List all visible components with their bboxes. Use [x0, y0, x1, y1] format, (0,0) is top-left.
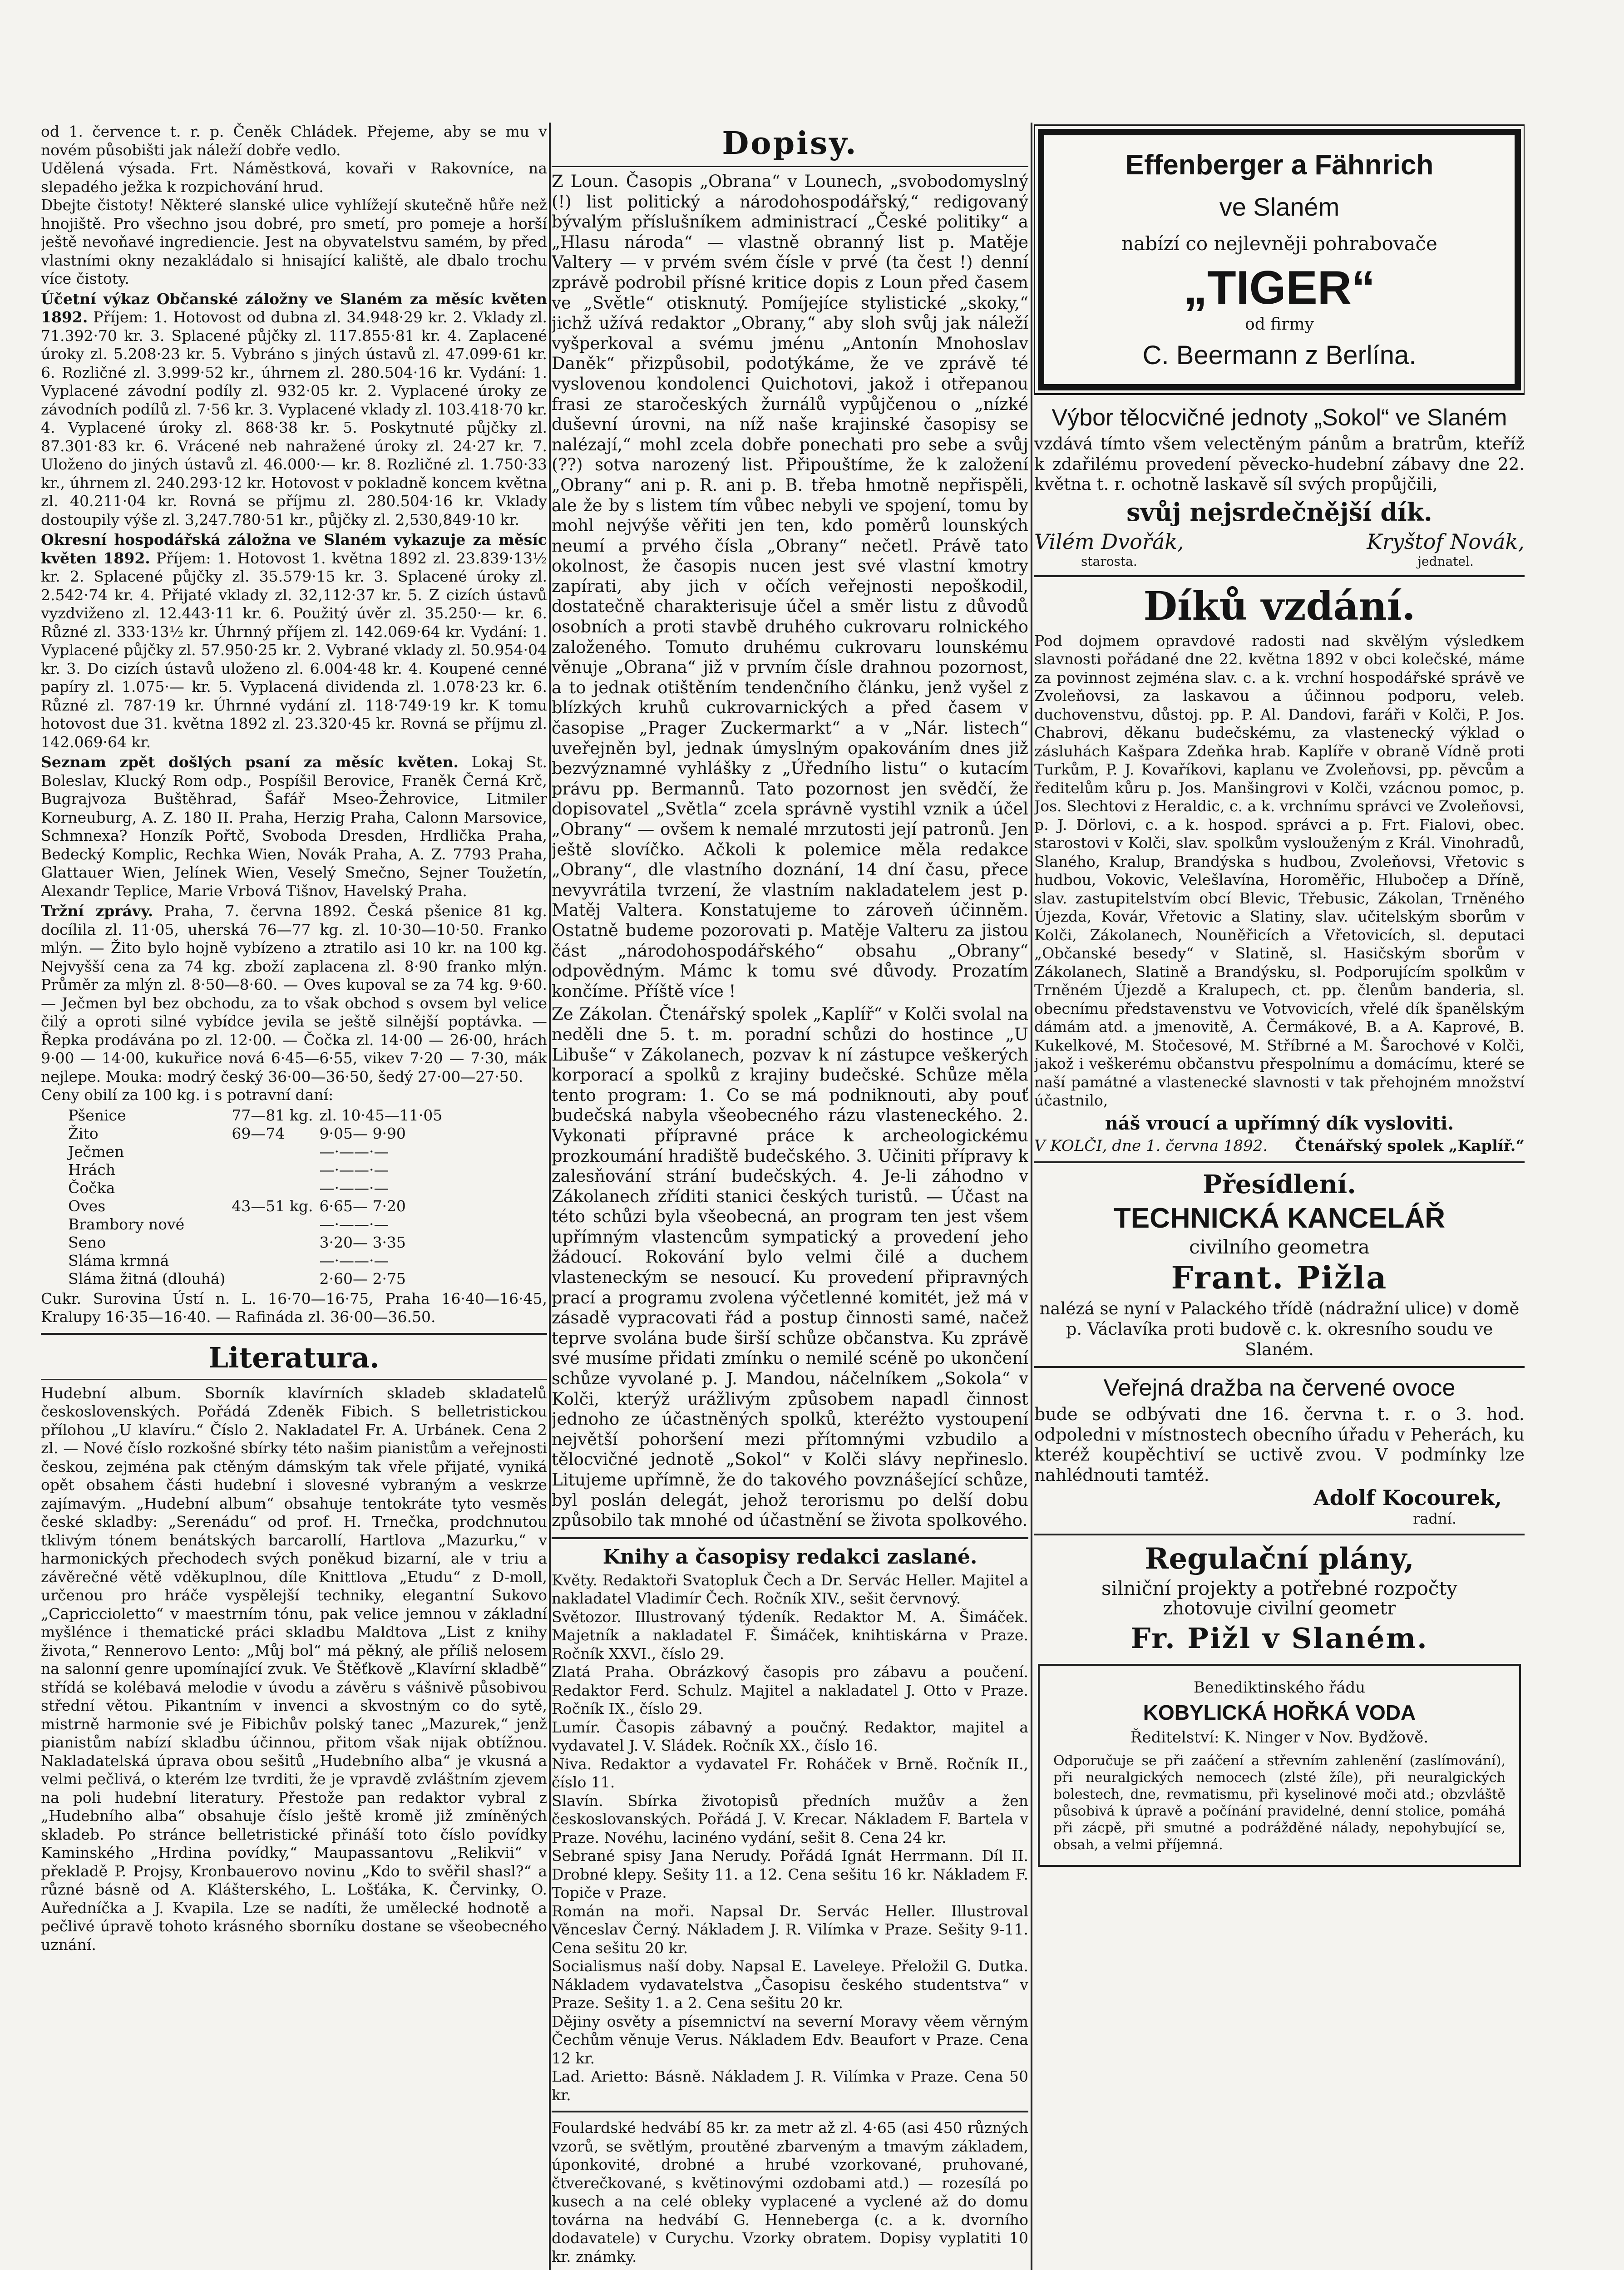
price-price: —·——·— [319, 1215, 389, 1233]
price-name: Sláma žitná (dlouhá) [68, 1269, 226, 1288]
price-price: —·——·— [319, 1251, 389, 1269]
price-price: —·——·— [319, 1179, 389, 1197]
price-range: 43—51 kg. [232, 1197, 313, 1215]
price-name: Brambory nové [68, 1215, 185, 1233]
prices-header: Ceny obilí za 100 kg. i s potravní daní: [41, 1086, 334, 1104]
letter-zakolany: Ze Zákolan. Čtenářský spolek „Kaplíř“ v Kolči svolal na neděli dne 5. t. m. poradní schůzi do hostince „U Libuše“ v Zákolanech, pozvav k ní zástupce veškerých korporací a spolků z krajiny budečské. Schůze měla tento program: 1. Co se má podniknouti, aby pouť budečská nabyla všeobecného rázu vlasteneckého. 2. Vykonati přípravné práce k archeologickému prozkoumání hradiště budečského. 3. Učiniti přípravy k zalesňování strání budečských. 4. Je-li záhodno v Zákolanech zříditi stanici českých turistů. — Účast na této schůzi byla všeobecná, an program ten jest všem upřímným vlastencům sympatický a provedení jeho žádoucí. Rokování bylo velmi čilé a duchem vlasteneckým se nesoucí. Ku provedení připravných prací a programu zvolena výčetlenné komitét, jež má v zásadě vypracovati řád a postup činnosti samé, načež teprve svolána bude širší schůze občanstva. Ku zprávě své musíme přidati zmínku o nemilé scéně po ukončení schůze vyvolané p. J. Mandou, náčelníkem „Sokola“ v Kolči, kterýž urážlivým způsobem napadl činnost jednoho ze účastněných spolků, kteréžto vystoupení největší pohoršení mezi přítomnými vzbudilo a tělocvičné jednotě „Sokol“ v Kolči slávy nepřineslo. Litujeme upřímně, že do takového povznášející schůze, byl poslán delegát, jehož terorismu po delší dobu způsobilo tak mnohé od účastnění se života spolkového. [552, 1004, 1028, 1530]
divider [41, 1333, 547, 1335]
divider [1034, 1161, 1525, 1163]
kancelar-person: Frant. Pižla [1171, 1260, 1388, 1297]
plany-text1: silniční projekty a potřebné rozpočty [1101, 1577, 1458, 1599]
hospodarska-body: Příjem: 1. Hotovost 1. května 1892 zl. 23.839·13½ kr. 2. Splacené půjčky zl. 35.579·15 kr. 3. Splacené úroky zl. 2.542·74 kr. 4. Přijaté vklady zl. 32,112·37 kr. 5. Z cizích ústavů vyzdviženo zl. 12.443·11 kr. 6. Použitý úvěr zl. 35.250·— kr. 6. Různé zl. 333·13½ kr. Úhrnný příjem zl. 142.069·64 kr. Vydání: 1. Vyplacené půjčky zl. 57.950·25 kr. 2. Vybrané vklady zl. 50.954·04 kr. 3. Do cizích ústavů uloženo zl. 6.004·48 kr. 4. Koupené cenné papíry zl. 1.075·— kr. 5. Vyplacená dividenda zl. 1.078·23 kr. 6. Různé zl. 787·19 kr. Úhrnné vydání zl. 118·749·19 kr. K tomu hotovost due 31. května 1892 zl. 23.320·45 kr. Rovná se příjmu zl. 142.069·64 kr. [41, 549, 547, 751]
divider [552, 166, 1028, 167]
tiger-name: „TIGER“ [1184, 262, 1375, 314]
price-range [232, 1270, 319, 1288]
column-rule-1 [549, 123, 551, 2270]
tiger-offer: nabízí co nejlevněji pohrabovače [1121, 232, 1437, 255]
diku-signer: Čtenářský spolek „Kaplíř.“ [1295, 1136, 1525, 1155]
voda-ad [1038, 1664, 1521, 1867]
voda-pre: Benediktinského řádu [1193, 1678, 1366, 1697]
price-price: zl. 10·45—11·05 [319, 1106, 443, 1124]
column-advertisements [1034, 123, 1525, 2270]
price-name: Sláma krmná [68, 1251, 169, 1269]
price-range [232, 1234, 319, 1252]
divider [552, 1537, 1028, 1539]
price-name: Pšenice [68, 1106, 126, 1124]
plany-title: Regulační plány, [1145, 1541, 1414, 1576]
price-range: 69—74 [232, 1124, 285, 1142]
drazba-text: bude se odbývati dne 16. června t. r. o 3. hod. odpoledni v místnostech obecního úřadu v Peherách, ku kteréž koupěchtiví se uctivě zvou. V podmínky lze nahlédnouti tamtéž. [1034, 1404, 1525, 1485]
price-name: Seno [68, 1233, 106, 1251]
sign1-role: starosta. [1081, 553, 1137, 569]
cukr-prices: Cukr. Surovina Ústí n. L. 16·70—16·75, Praha 16·40—16·45, Kralupy 16·35—16·40. — Rafináda zl. 36·00—36.50. [41, 1289, 547, 1326]
price-price: 6·65— 7·20 [319, 1197, 406, 1215]
literatura-body: Hudební album. Sborník klavírních skladeb skladatelů československých. Pořádá Zdeněk Fibich. S belletristickou přílohou „U klavíru.“ Číslo 2. Nakladatel Fr. A. Urbánek. Cena 2 zl. — Nové číslo rozkošné sbírky této našim pianistům a veřejnosti českou, zejména pak ctěným dámským tak vřele přijaté, vyniká opět obsahem části hudební i slovesné vybraným a veskrze zajímavým. „Hudební album“ obsahuje tentokráte tyto vesměs české skladby: „Serenádu“ od prof. H. Trnečka, prodchnutou tklivým tónem benátských barcarollí, Hartlova „Mazurku,“ v harmonických přechodech svých poněkud bizarní, ale v triu a závěrečné větě vděkuplnou, díle Knittlova „Etudu“ z D-moll, určenou pro hráče vyspělejší techniky, elegantní Sukovo „Capriccioletto“ v maestrním tónu, pak velice jemnou v základní myšlénce i thematické práci skladbu Maldtova „List z knihy života,“ Rennerovo Lento: „Můj bol“ má pěkný, ale příliš nelosem na salonní genre upomínající zvuk. Ve Štěťkově „Klavírní skladbě“ střídá se kolébavá melodie v úvodu a závěru s vášnivě působivou střední větou. Pikantním v invenci a skvostným co do sytě, mistrně harmonie své je Fibichův polský tanec „Mazurek,“ jenž pianistům nabízí skladbu účinnou, přitom však nijak obtížnou. Nakladatelská úprava obou sešitů „Hudebního alba“ je vkusná a velmi pečlivá, o kterém lze tvrditi, že je vpravdě zvláštním zjevem na poli hudební literatury. Přestože pan redaktor vybral z „Hudebního alba“ obsahuje číslo ještě kromě již zmíněných skladeb. Po stránce belletristické přináší toto číslo povídky Kaminského „Hrdina povídky,“ Maupassantovu „Relikvii“ v překladě P. Projsy, Kronbauerovo novinu „Kdo to svěřil shasl?“ a různé básně od A. Klášterského, L. Lošťáka, K. Červinky, O. Auředníčka a J. Kvapila. Lze se nadíti, že umělecké hodnotě a pečlivé úpravě tohoto krásného sborníku dostane se všeobecného uznání. [41, 1384, 547, 1954]
hospodarska-title: Okresní hospodářská záložna ve Slaném vykazuje za měsíc květen 1892. [41, 531, 547, 567]
knihy-title: Knihy a časopisy redakci zaslané. [602, 1545, 977, 1569]
kancelar-sub: civilního geometra [1189, 1235, 1370, 1258]
grain-price-table [68, 1106, 449, 1288]
column-rule-2 [1031, 123, 1032, 2270]
drazba-title: Veřejná dražba na červené ovoce [1103, 1375, 1456, 1401]
price-range: 77—81 kg. [232, 1106, 313, 1124]
price-row [68, 1215, 449, 1234]
price-name: Oves [68, 1197, 106, 1215]
diku-title: Díků vzdání. [1143, 583, 1416, 629]
price-row [68, 1106, 449, 1125]
diku-strong: náš vroucí a upřímný dík vysloviti. [1105, 1112, 1454, 1134]
tiger-from: od firmy [1245, 315, 1314, 334]
divider [1034, 575, 1525, 577]
seznam-body: Lokaj St. Boleslav, Klucký Rom odp., Pospíšil Berovice, Franěk Černá Krč, Bugrajvoza Buštěhrad, Šafář Mseo-Žehrovice, Litmiler Korneuburg, A. Z. 180 II. Praha, Herzig Praha, Calonn Marsovice, Schmnexa? Honzík Pořtč, Svoboda Dresden, Hrdlička Praha, Bedecký Komplic, Rechka Wien, Novák Praha, A. Z. 7793 Praha, Glattauer Wien, Jelínek Wien, Veselý Smečno, Sejner Toužetín, Alexandr Teplice, Marie Vrbová Tišnov, Havelský Praha. [41, 753, 547, 900]
trzni-body: Praha, 7. června 1892. Česká pšenice 81 kg. docílila zl. 11·05, uherská 76—77 kg. zl. 10·30—10·50. Franko mlýn. — Žito bylo hojně vybízeno a ztratilo asi 10 kr. na 100 kg. Nejvyšší cena za 74 kg. zboží zaplacena zl. 8·90 franko mlýn. Průměr za mlýn zl. 8·50—8·60. — Oves kupoval se za 74 kg. 9·60. — Ječmen byl bez obchodu, za to však obchod s ovsem byl velice čilý a oproti silné vybídce jevila se ještě silnější poptávka. — Řepka prodávána po zl. 12·00. — Čočka zl. 14·00 — 26·00, hrách 9·00 — 14·00, kukuřice nová 6·45—6·55, vikev 7·20 — 7·30, mák nejlepe. Mouka: modrý český 36·00—36·50, šedý 27·00—27·50. [41, 902, 547, 1086]
drazba-role: radní. [1413, 1510, 1456, 1527]
zalozna-body: Příjem: 1. Hotovost od dubna zl. 34.948·29 kr. 2. Vklady zl. 71.392·70 kr. 3. Splacené půjčky zl. 117.855·81 kr. 4. Zaplacené úroky zl. 5.208·23 kr. 5. Vybráno s jiných ústavů zl. 47.099·61 kr. 6. Rozličné zl. 3.999·52 kr., úhrnem zl. 280.504·16 kr. Vydání: 1. Vyplacené závodní podíly zl. 932·05 kr. 2. Vyplacené úroky ze závodních podílů zl. 7·56 kr. 3. Vyplacené vklady zl. 103.418·70 kr. 4. Vyplacené úroky zl. 868·38 kr. 5. Poskytnuté půjčky zl. 87.301·83 kr. 6. Vrácené neb nahražené úroky zl. 24·27 kr. 7. Uloženo do jiných ústavů zl. 46.000·— kr. 8. Rozličné zl. 1.750·33 kr., úhrnem zl. 240.293·12 kr. Hotovost v pokladně koncem května zl. 40.211·04 kr. Rovná se příjmu zl. 280.504·16 kr. Vklady dostoupily výše zl. 3,247.780·51 kr., půjčky zl. 2,530,849·10 kr. [41, 308, 547, 528]
tiger-ad [1038, 129, 1521, 390]
sign2-role: jednatel. [1417, 553, 1474, 569]
kancelar-name: TECHNICKÁ KANCELÁŘ [1113, 1202, 1446, 1234]
price-row [68, 1143, 449, 1161]
knihy-list: Květy. Redaktoři Svatopluk Čech a Dr. Servác Heller. Majitel a nakladatel Vladimír Čech. Ročník XIV., sešit červnový. Světozor. Illustrovaný týdeník. Redaktor M. A. Šimáček. Majetník a nakladatel F. Šimáček, knihtiskárna v Praze. Ročník XXVI., číslo 29. Zlatá Praha. Obrázkový časopis pro zábavu a poučení. Redaktor Ferd. Schulz. Majitel a nakladatel J. Otto v Praze. Ročník IX., číslo 29. Lumír. Časopis zábavný a poučný. Redaktor, majitel a vydavatel J. V. Sládek. Ročník XX., číslo 16. Niva. Redaktor a vydavatel Fr. Roháček v Brně. Ročník II., číslo 11. Slavín. Sbírka životopisů předních mužův a žen českoslovanských. Pořádá J. V. Krecar. Nákladem F. Bartela v Praze. Novéhu, lacinéno vydání, sešit 8. Cena 24 kr. Sebrané spisy Jana Nerudy. Pořádá Ignát Herrmann. Díl II. Drobné klepy. Sešity 11. a 12. Cena sešitu 16 kr. Nákladem F. Topiče v Praze. Román na moři. Napsal Dr. Servác Heller. Illustroval Věnceslav Černý. Nákladem J. R. Vilímka v Praze. Sešity 9-11. Cena sešitu 20 kr. Socialismus naší doby. Napsal E. Laveleye. Přeložil G. Dutka. Nákladem vydavatelstva „Časopisu českého studentstva“ v Praze. Sešity 1. a 2. Cena sešitu 20 kr. Dějiny osvěty a písemnictví na severní Moravy věem věrným Čechům věnuje Verus. Nákladem Edv. Beaufort v Praze. Cena 12 kr. Lad. Arietto: Básně. Nákladem J. R. Vilímka v Praze. Cena 50 kr. [552, 1571, 1028, 2104]
divider [1034, 1366, 1525, 1368]
plany-firm: Fr. Pižl v Slaném. [1130, 1621, 1428, 1655]
seznam-title: Seznam zpět došlých psaní za měsíc květen. [41, 753, 459, 771]
tiger-place: ve Slaném [1219, 192, 1340, 221]
price-range [232, 1143, 319, 1161]
price-name: Žito [68, 1124, 99, 1142]
sokol-title: Výbor tělocvičné jednoty „Sokol“ ve Slaném [1051, 405, 1507, 431]
sign1-name: Vilém Dvořák, [1034, 529, 1184, 554]
column-letters [552, 123, 1028, 2270]
price-price: 3·20— 3·35 [319, 1233, 406, 1251]
price-name: Hrách [68, 1160, 115, 1179]
kancelar-text: nalézá se nyní v Palackého třídě (nádražní ulice) v domě p. Václavíka proti budově c. k. okresního soudu ve Slaném. [1039, 1299, 1520, 1359]
price-row [68, 1179, 449, 1197]
dopisy-title: Dopisy. [722, 125, 858, 162]
price-row [68, 1125, 449, 1143]
price-range [232, 1215, 319, 1234]
drazba-sign: Adolf Kocourek, [1313, 1485, 1502, 1510]
price-row [68, 1252, 449, 1270]
price-price: —·——·— [319, 1160, 389, 1179]
divider [41, 1379, 547, 1380]
sokol-text: vzdává tímto všem velectěným pánům a bratrům, kteříž k zdařilému provedení pěvecko-hudební zábavy dne 22. května t. r. ochotně laskavě síl svých propůjčili, [1034, 434, 1525, 494]
price-row [68, 1270, 449, 1288]
price-row [68, 1161, 449, 1179]
tiger-maker: C. Beermann z Berlína. [1142, 340, 1417, 370]
diku-text: Pod dojmem opravdové radosti nad skvělým výsledkem slavnosti pořádané dne 22. května 1892 v obci kolečské, máme za povinnost zejména slav. c. a k. vrchní hospodářské správě ve Zvoleňovsi, za laskavou a účinnou podporu, veleb. duchovenstvu, důstoj. pp. P. Al. Dandovi, faráři v Kolči, P. Jos. Chabrovi, děkanu budečskému, za vlastenecký výklad o zásluhách Kašpara Zdeňka hrab. Kaplíře v obraně Vídně proti Turkům, P. J. Kovaříkovi, kaplanu ve Zvoleňovsi, pp. pěvcům a ředitelům kůru p. Jos. Manšingrovi v Kolči, vzácnou pomoc, p. Jos. Slechtovi z Heraldic, c. a k. vrchnímu správci ve Zvoleňovsi, p. J. Dörlovi, c. a k. hospod. správci a p. Frt. Fialovi, obec. starostovi v Kolči, slav. spolkům vyslouženým z Král. Vinohradů, Slaného, Kralup, Brandýska s hudbou, Zvoleňovsi, Vřetovic s hudbou, Vokovic, Velešlavína, Horoměřic, Hlubočep a Dříně, slav. zastupitelstvím obcí Blevic, Třebusic, Zákolan, Trněného Újezda, Kovár, Vřetovic a Slatiny, slav. učitelským sborům v Kolči, Zákolanech, Nouněřicích a Vřetovicích, sl. deputaci „Občanské besedy“ v Slatině, sl. Hasičským sborům v Zákolanech, Slatině a Brandýsku, sl. Podporujícím spolkům v Trněném Újezdě a Kralupech, ct. pp. členům banderia, sl. obecnímu představenstvu ve Votvovicích, vřelé dík španělským dámám atd. a jmenovitě, A. Čermákové, B. a A. Kaprové, B. Kukelkové, M. Stočesové, M. Stříbrné a M. Šarochové v Kolči, jakož i veškerému občanstvu přespolnímu a domácímu, které se naší památné a vlastenecké slavnosti v tak přehojném množství účastnilo, [1034, 632, 1525, 1110]
price-price: 9·05— 9·90 [319, 1124, 406, 1142]
price-name: Ječmen [68, 1142, 124, 1160]
voda-director: Ředitelství: K. Ninger v Nov. Bydžově. [1130, 1728, 1429, 1747]
sokol-thanks: svůj nejsrdečnější dík. [1126, 497, 1432, 527]
column-local-news [41, 123, 547, 2270]
tiger-firm: Effenberger a Fähnrich [1125, 149, 1434, 181]
letter-louny: Z Loun. Časopis „Obrana“ v Lounech, „svobodomyslný (!) list politický a národohospodářský,“ redigovaný bývalým příslušníkem administrací „České politiky“ a „Hlasu národa“ — vlastně obranný list p. Matěje Valtery — v prvém svém čísle v prvé (ta čest !) denní zprávě podrobil přísné kritice dopis z Loun před časem ve „Světle“ otisknutý. Pomíjejíce stylistické „skoky,“ jichž užívá redaktor „Obrany,“ aby sloh svůj jak náleží vyšperkoval a svému jménu „Antonín Mnohoslav Daněk“ přizpůsobil, podotýkáme, že ve zprávě té vyslovenou kondolenci Quichotovi, jakož i otřepanou frasi ze staročeských žurnálů vypůjčenou o „nízké duševní úrovni, na níž naše krajinské časopisy se nalézají,“ mohl zcela dobře ponechati pro sebe a svůj (??) sotva narozený list. Připouštíme, že k založení „Obrany“ ani p. R. ani p. B. třeba hmotně nepřispěli, ale že by s listem tím vůbec nebyli ve spojení, tomu by mohl nejvýše věřiti jen ten, kdo poměrů lounských neumí a prvého čísla „Obrany“ nečetl. Právě tato okolnost, že časopis nucen jest své vlastní kmotry zapírati, aby jich v očích veřejnosti nepoškodil, dostatečně charakterisuje účel a směr listu z důvodů osobních a proti stavbě druhého cukrovaru rolnického založeného. Tomuto druhému cukrovaru lounskému věnuje „Obrana“ již v prvním čísle drahnou pozornost, a to jednak otištěním tendenčního článku, jenž vyšel z blízkých kruhů cukrovarnických a před časem v časopise „Prager Zuckermarkt“ a v „Nár. listech“ uveřejněn byl, jednak úmyslným opakováním dnes již bezvýznamné vyhlášky z „Úředního listu“ o kutacím právu pp. Bermannů. Tato pozornost jen svědčí, že dopisovatel „Světla“ zcela správně vystihl vznik a účel „Obrany“ — ovšem k nemalé mrzutosti její patronů. Jen ještě slovíčko. Ačkoli k polemice měla redakce „Obrany“, dle vlastního doznání, 14 dní času, přece nevyvrátila tvrzení, že vlastním nakladatelem jest p. Matěj Valtera. Konstatujeme to zároveň účinněm. Ostatně budeme pozorovati p. Matěje Valteru za jistou část „národohospodářského“ obsahu „Obrany“ odpovědným. Mámc k tomu své důvody. Prozatím končíme. Příště více ! [552, 172, 1028, 1001]
voda-text: Odporučuje se při zaáčení a střevním zahlenění (zaslímování), při neuralgických nemocech (zlsté žíle), při neuralgických bolestech, dne, revmatismu, při kyselinové moči atd.; obzvláště působivá k úpravě a počínání pravidelné, denní stolice, pomáhá při zácpě, při smutné a podrážděné nálady, nepohybující se, obsah, a velmi příjemná. [1053, 1752, 1506, 1853]
kancelar-title: Přesídlení. [1203, 1169, 1356, 1199]
literatura-title: Literatura. [208, 1341, 380, 1374]
foulard-ad: Foulardské hedvábí 85 kr. za metr až zl. 4·65 (asi 450 různých vzorů, se světlým, proutěné zbarveným a tmavým základem, úponkovité, drobné a hrubé vzorkované, pruhované, čtverečkované, s květinovými ozdobami atd.) — rozesílá po kusech a na celé obleky vyplacené a vyclené až do domu továrna na hedvábí G. Henneberga (c. a k. dvorního dodavatele) v Curychu. Vzorky obratem. Dopisy vyplatiti 10 kr. známky. [552, 2119, 1028, 2265]
sokol-signatures [1034, 529, 1525, 569]
trzni-title: Tržní zprávy. [41, 902, 153, 920]
price-row [68, 1234, 449, 1252]
price-price: —·——·— [319, 1142, 389, 1160]
price-name: Čočka [68, 1179, 115, 1197]
price-row [68, 1197, 449, 1215]
diku-footer [1034, 1137, 1525, 1155]
sign2-name: Kryštof Novák, [1367, 529, 1525, 554]
price-range [232, 1252, 319, 1270]
price-range [232, 1179, 319, 1197]
voda-title: KOBYLICKÁ HOŘKÁ VODA [1143, 1701, 1416, 1725]
divider [1034, 1534, 1525, 1535]
plany-text2: zhotovuje civilní geometr [1163, 1598, 1396, 1619]
price-price: 2·60— 2·75 [319, 1269, 406, 1288]
intro-notes: od 1. července t. r. p. Čeněk Chládek. Přejeme, aby se mu v novém působišti jak náleží dobře vedlo. Udělená výsada. Frt. Náměstková, kovaři v Rakovníce, na slepadého ježka k rozpichování hrud. Dbejte čistoty! Některé slanské ulice vyhlížejí skutečně hůře než hnojiště. Pro všechno jsou dobré, pro smetí, pro pomeje a horší ještě nevoňavé ingrediencie. Jest na obyvatelstvu samém, by před vlastními okny nezakládalo si hnisající kaliště, ale dbalo trochu více čistoty. [41, 123, 547, 287]
price-range [232, 1161, 319, 1179]
divider [552, 2111, 1028, 2112]
diku-place: V KOLČI, dne 1. června 1892. [1034, 1136, 1268, 1155]
zalozna-title: Účetní výkaz Občanské záložny ve Slaném za měsíc květen 1892. [41, 290, 547, 326]
